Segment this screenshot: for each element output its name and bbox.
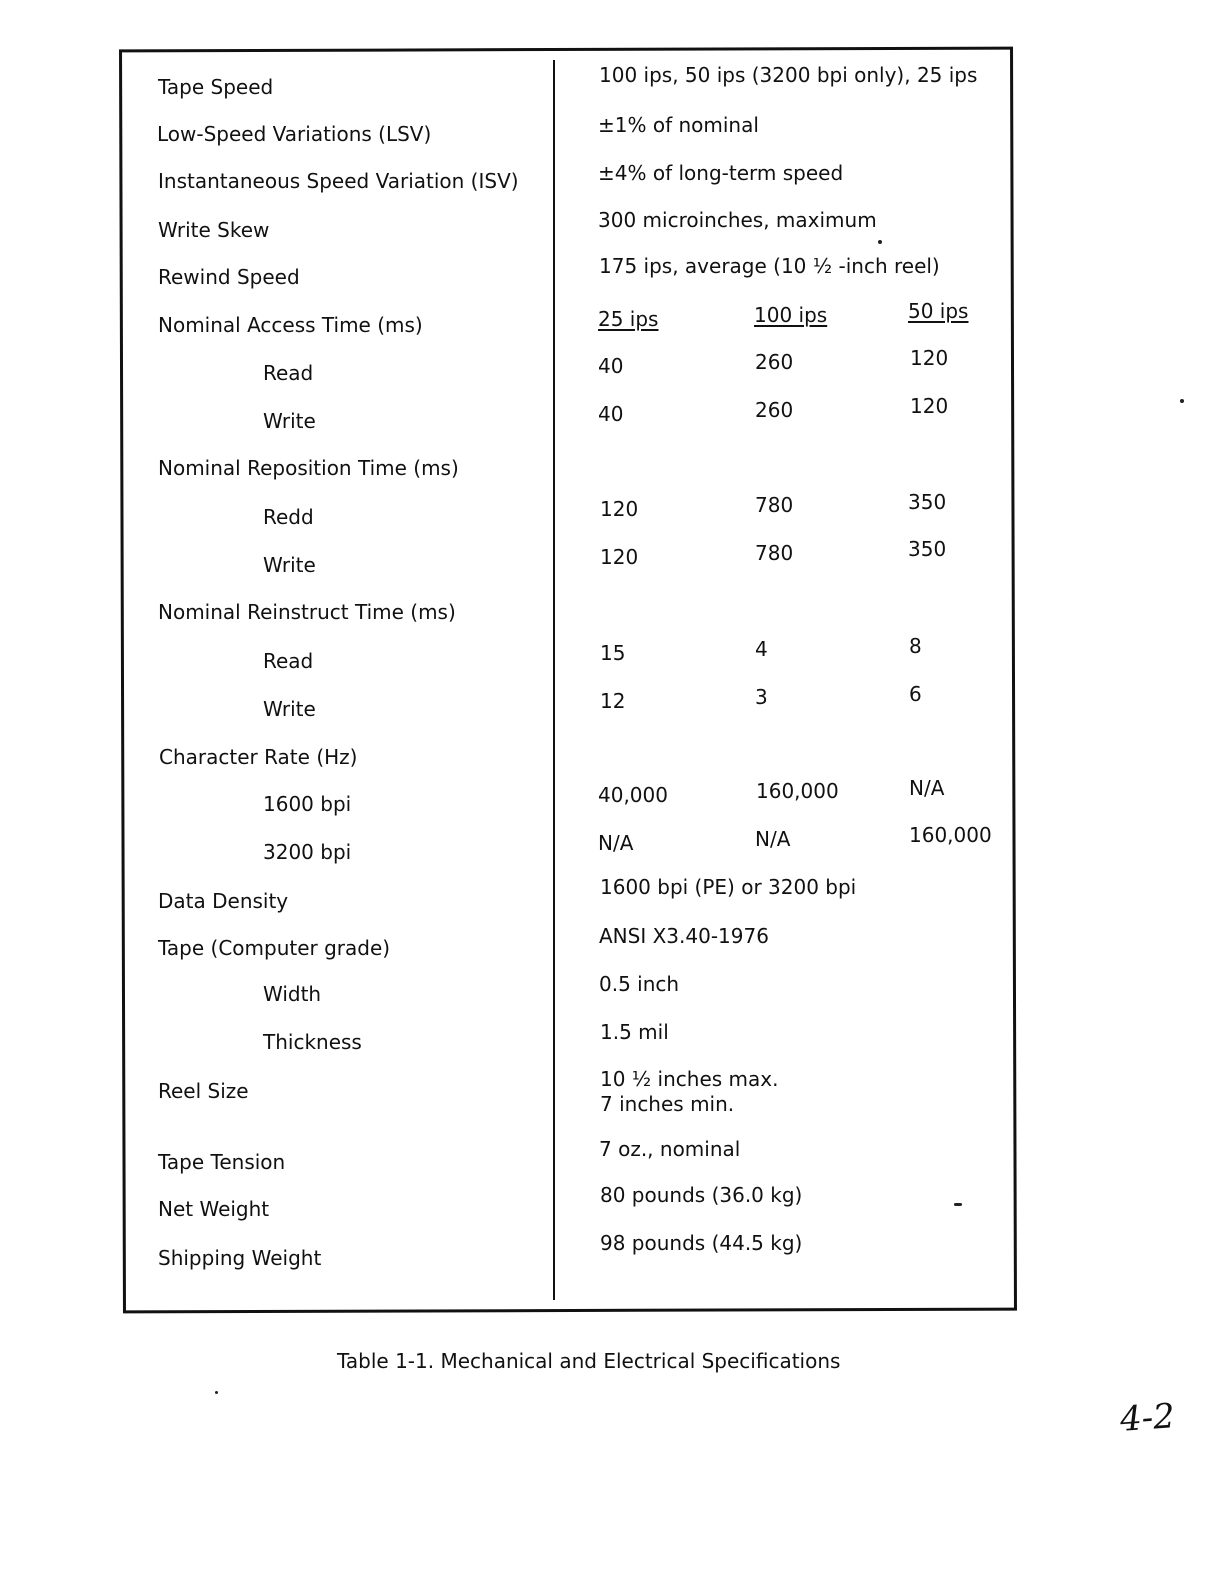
value-thickness: 1.5 mil bbox=[600, 1020, 669, 1044]
label-rewind-speed: Rewind Speed bbox=[158, 265, 300, 289]
label-reinstruct-time: Nominal Reinstruct Time (ms) bbox=[158, 600, 456, 624]
sublabel-reinstruct-read: Read bbox=[263, 649, 314, 673]
label-access-time: Nominal Access Time (ms) bbox=[158, 313, 423, 337]
value-net-weight: 80 pounds (36.0 kg) bbox=[600, 1183, 803, 1207]
access-read-25: 40 bbox=[598, 354, 624, 378]
value-reel-size-max: 10 ½ inches max. bbox=[600, 1067, 779, 1091]
label-isv: Instantaneous Speed Variation (ISV) bbox=[158, 169, 519, 193]
reinstruct-write-100: 3 bbox=[755, 685, 768, 709]
reinstruct-read-50: 8 bbox=[909, 634, 922, 658]
label-tape-tension: Tape Tension bbox=[158, 1150, 286, 1174]
value-data-density: 1600 bpi (PE) or 3200 bpi bbox=[600, 875, 857, 899]
sublabel-3200-bpi: 3200 bpi bbox=[263, 840, 352, 864]
access-read-100: 260 bbox=[755, 350, 794, 374]
character-rate-3200-50: 160,000 bbox=[909, 823, 992, 847]
scan-speck bbox=[1180, 399, 1184, 403]
label-write-skew: Write Skew bbox=[158, 218, 270, 242]
value-write-skew: 300 microinches, maximum bbox=[598, 208, 877, 232]
label-reel-size: Reel Size bbox=[158, 1079, 249, 1103]
value-tape-speed: 100 ips, 50 ips (3200 bpi only), 25 ips bbox=[599, 63, 978, 87]
label-shipping-weight: Shipping Weight bbox=[158, 1246, 322, 1270]
reposition-read-25: 120 bbox=[600, 497, 639, 521]
reposition-write-100: 780 bbox=[755, 541, 794, 565]
sublabel-access-read: Read bbox=[263, 361, 314, 385]
label-tape-grade: Tape (Computer grade) bbox=[158, 936, 391, 960]
character-rate-3200-100: N/A bbox=[755, 827, 791, 851]
label-data-density: Data Density bbox=[158, 889, 289, 913]
reinstruct-write-25: 12 bbox=[600, 689, 626, 713]
reposition-read-100: 780 bbox=[755, 493, 794, 517]
column-head-50-ips: 50 ips bbox=[908, 299, 969, 323]
value-rewind-speed: 175 ips, average (10 ½ -inch reel) bbox=[599, 254, 940, 278]
value-tape-tension: 7 oz., nominal bbox=[599, 1137, 741, 1161]
reinstruct-write-50: 6 bbox=[909, 682, 922, 706]
handwritten-page-number: 4-2 bbox=[1118, 1396, 1177, 1440]
label-tape-speed: Tape Speed bbox=[158, 75, 274, 99]
access-write-25: 40 bbox=[598, 402, 624, 426]
reinstruct-read-25: 15 bbox=[600, 641, 626, 665]
value-tape-grade: ANSI X3.40-1976 bbox=[599, 924, 769, 948]
sublabel-reposition-write: Write bbox=[263, 553, 316, 577]
character-rate-1600-50: N/A bbox=[909, 776, 945, 800]
value-reel-size-min: 7 inches min. bbox=[600, 1092, 735, 1116]
reposition-read-50: 350 bbox=[908, 490, 947, 514]
reposition-write-25: 120 bbox=[600, 545, 639, 569]
value-lsv: ±1% of nominal bbox=[598, 113, 759, 137]
label-character-rate: Character Rate (Hz) bbox=[159, 745, 358, 769]
label-reposition-time: Nominal Reposition Time (ms) bbox=[158, 456, 459, 480]
scan-speck bbox=[878, 240, 882, 244]
value-width: 0.5 inch bbox=[599, 972, 680, 996]
access-read-50: 120 bbox=[910, 346, 949, 370]
character-rate-1600-100: 160,000 bbox=[756, 779, 839, 803]
sublabel-1600-bpi: 1600 bpi bbox=[263, 792, 352, 816]
column-head-25-ips: 25 ips bbox=[598, 307, 659, 331]
character-rate-1600-25: 40,000 bbox=[598, 783, 668, 807]
column-divider bbox=[553, 60, 555, 1300]
access-write-50: 120 bbox=[910, 394, 949, 418]
sublabel-width: Width bbox=[263, 982, 322, 1006]
access-write-100: 260 bbox=[755, 398, 794, 422]
sublabel-access-write: Write bbox=[263, 409, 316, 433]
sublabel-thickness: Thickness bbox=[263, 1030, 362, 1054]
column-head-100-ips: 100 ips bbox=[754, 303, 828, 327]
reinstruct-read-100: 4 bbox=[755, 637, 768, 661]
table-caption: Table 1-1. Mechanical and Electrical Specifications bbox=[337, 1349, 841, 1373]
scan-speck bbox=[215, 1391, 218, 1394]
reposition-write-50: 350 bbox=[908, 537, 947, 561]
sublabel-reinstruct-write: Write bbox=[263, 697, 316, 721]
character-rate-3200-25: N/A bbox=[598, 831, 634, 855]
sublabel-reposition-read: Redd bbox=[263, 505, 314, 529]
scan-speck bbox=[954, 1203, 962, 1206]
value-shipping-weight: 98 pounds (44.5 kg) bbox=[600, 1231, 803, 1255]
label-lsv: Low-Speed Variations (LSV) bbox=[157, 122, 432, 146]
value-isv: ±4% of long-term speed bbox=[598, 161, 844, 185]
label-net-weight: Net Weight bbox=[158, 1197, 270, 1221]
